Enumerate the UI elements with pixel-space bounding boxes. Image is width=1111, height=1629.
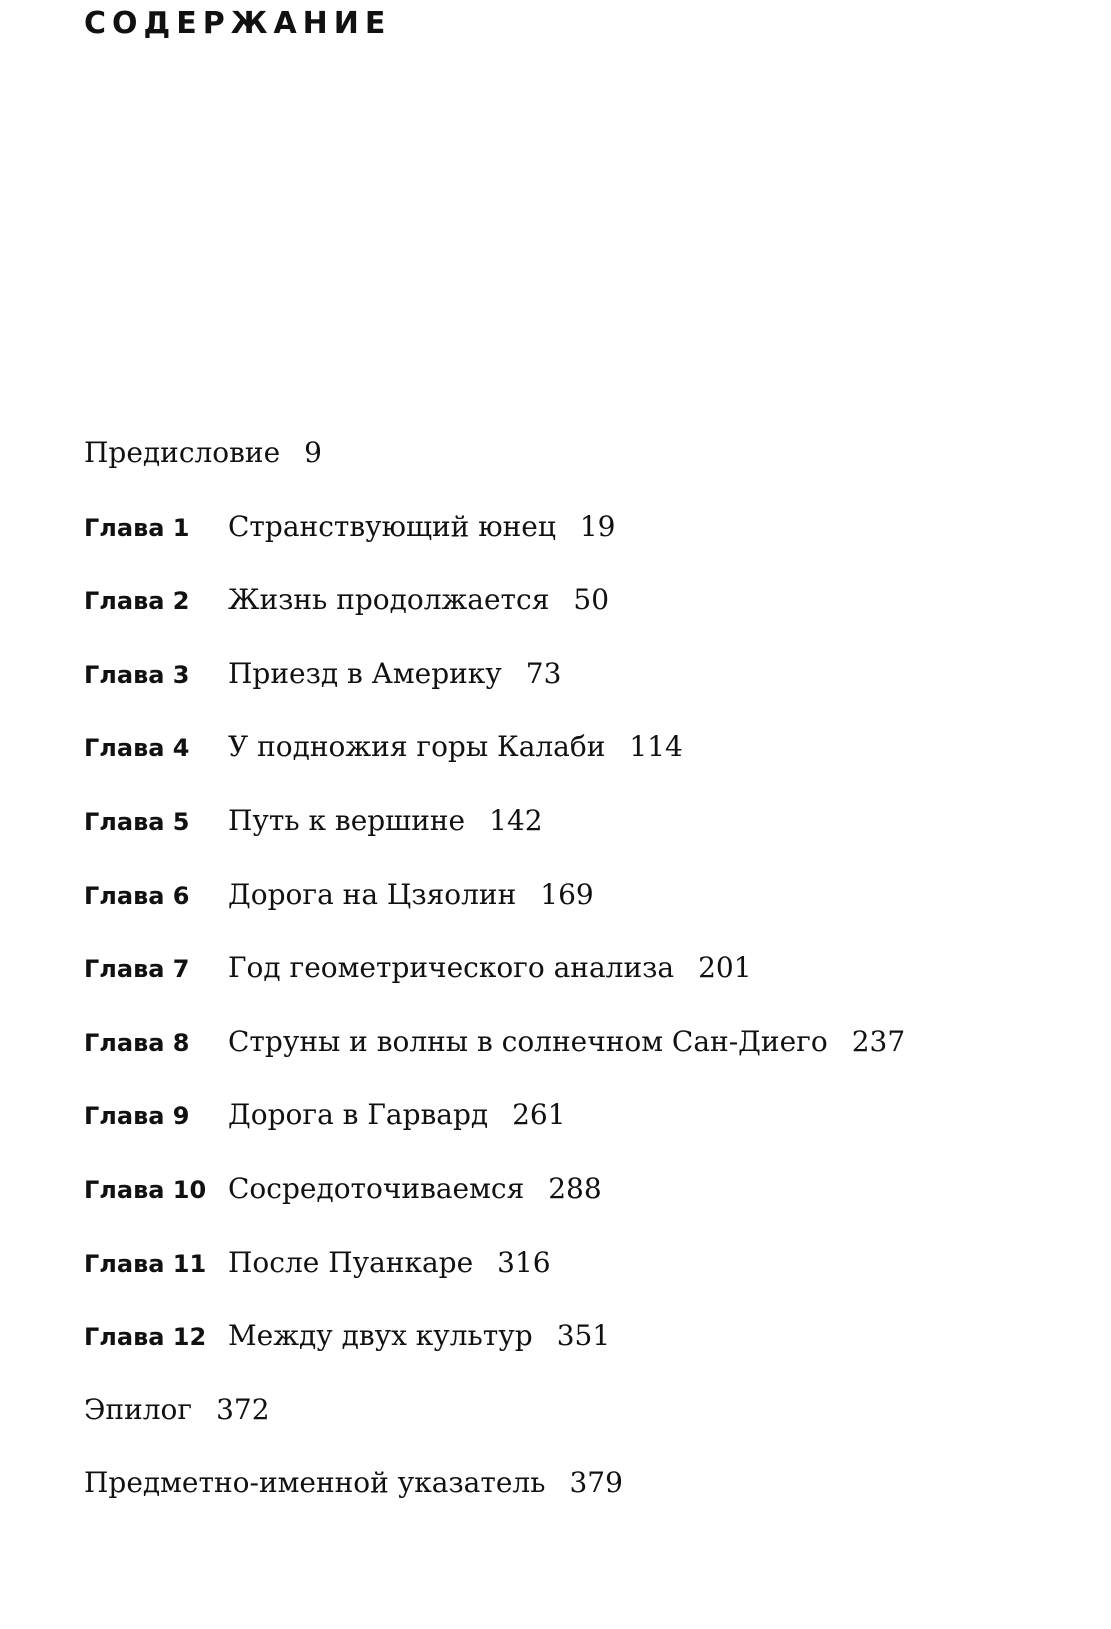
page-number: 351 [556,1319,611,1353]
toc-entry-chapter-1[interactable] [84,510,1034,584]
entry-title: Между двух культур [228,1319,533,1353]
toc-entry-chapter-9[interactable] [84,1098,1034,1172]
chapter-label: Глава 9 [84,1102,190,1131]
chapter-label: Глава 8 [84,1028,190,1057]
toc-entry-index[interactable] [84,1466,1034,1540]
entry-title: Жизнь продолжается [228,583,550,617]
page-number: 9 [304,436,322,469]
page-number: 142 [489,803,543,837]
contents-heading: СОДЕРЖАНИЕ [84,6,392,41]
toc-entry-chapter-5[interactable] [84,804,1034,878]
toc-entry-chapter-11[interactable] [84,1246,1034,1320]
toc-entry-epilogue[interactable] [84,1393,1034,1467]
toc-entry-preface[interactable] [84,436,1034,510]
chapter-label: Глава 7 [84,955,190,984]
entry-title: Дорога в Гарвард [228,1098,489,1132]
chapter-label: Глава 12 [84,1323,207,1352]
page-number: 288 [548,1171,602,1205]
toc-entry-chapter-8[interactable] [84,1025,1034,1099]
chapter-label: Глава 11 [84,1249,207,1278]
entry-title: Предметно-именной указатель [84,1466,546,1500]
page-number: 372 [216,1392,270,1426]
toc-entry-chapter-3[interactable] [84,657,1034,731]
chapter-label: Глава 10 [84,1175,207,1204]
entry-title: Сосредоточиваемся [228,1171,525,1205]
page-number: 50 [573,583,610,617]
entry-title: Струны и волны в солнечном Сан-Диего [228,1024,828,1058]
entry-title: Год геометрического анализа [228,951,675,985]
chapter-label: Глава 6 [84,881,190,910]
toc-entry-chapter-7[interactable] [84,951,1034,1025]
page-number: 261 [512,1098,566,1132]
toc-entry-chapter-10[interactable] [84,1172,1034,1246]
toc-entry-chapter-4[interactable] [84,730,1034,804]
entry-title: Путь к вершине [228,803,466,837]
page-number: 201 [698,951,752,985]
chapter-label: Глава 1 [84,513,190,542]
entry-title: Приезд в Америку [228,656,502,690]
table-of-contents [84,436,1034,1540]
chapter-label: Глава 3 [84,660,190,689]
page-number: 169 [540,877,594,911]
chapter-label: Глава 5 [84,807,190,836]
entry-title: Дорога на Цзяолин [228,877,517,911]
page-number: 237 [851,1024,906,1058]
chapter-label: Глава 4 [84,734,190,763]
page-number: 316 [497,1245,551,1279]
entry-title: Предисловие [84,436,281,469]
page-number: 19 [579,509,616,543]
toc-entry-chapter-2[interactable] [84,583,1034,657]
entry-title: Странствующий юнец [228,509,556,543]
chapter-label: Глава 2 [84,587,190,616]
page-number: 114 [629,730,683,764]
entry-title: Эпилог [84,1392,193,1426]
entry-title: У подножия горы Калаби [228,730,606,764]
page-number: 73 [525,656,562,690]
toc-entry-chapter-6[interactable] [84,878,1034,952]
page-number: 379 [569,1466,623,1500]
toc-entry-chapter-12[interactable] [84,1319,1034,1393]
entry-title: После Пуанкаре [228,1245,474,1279]
